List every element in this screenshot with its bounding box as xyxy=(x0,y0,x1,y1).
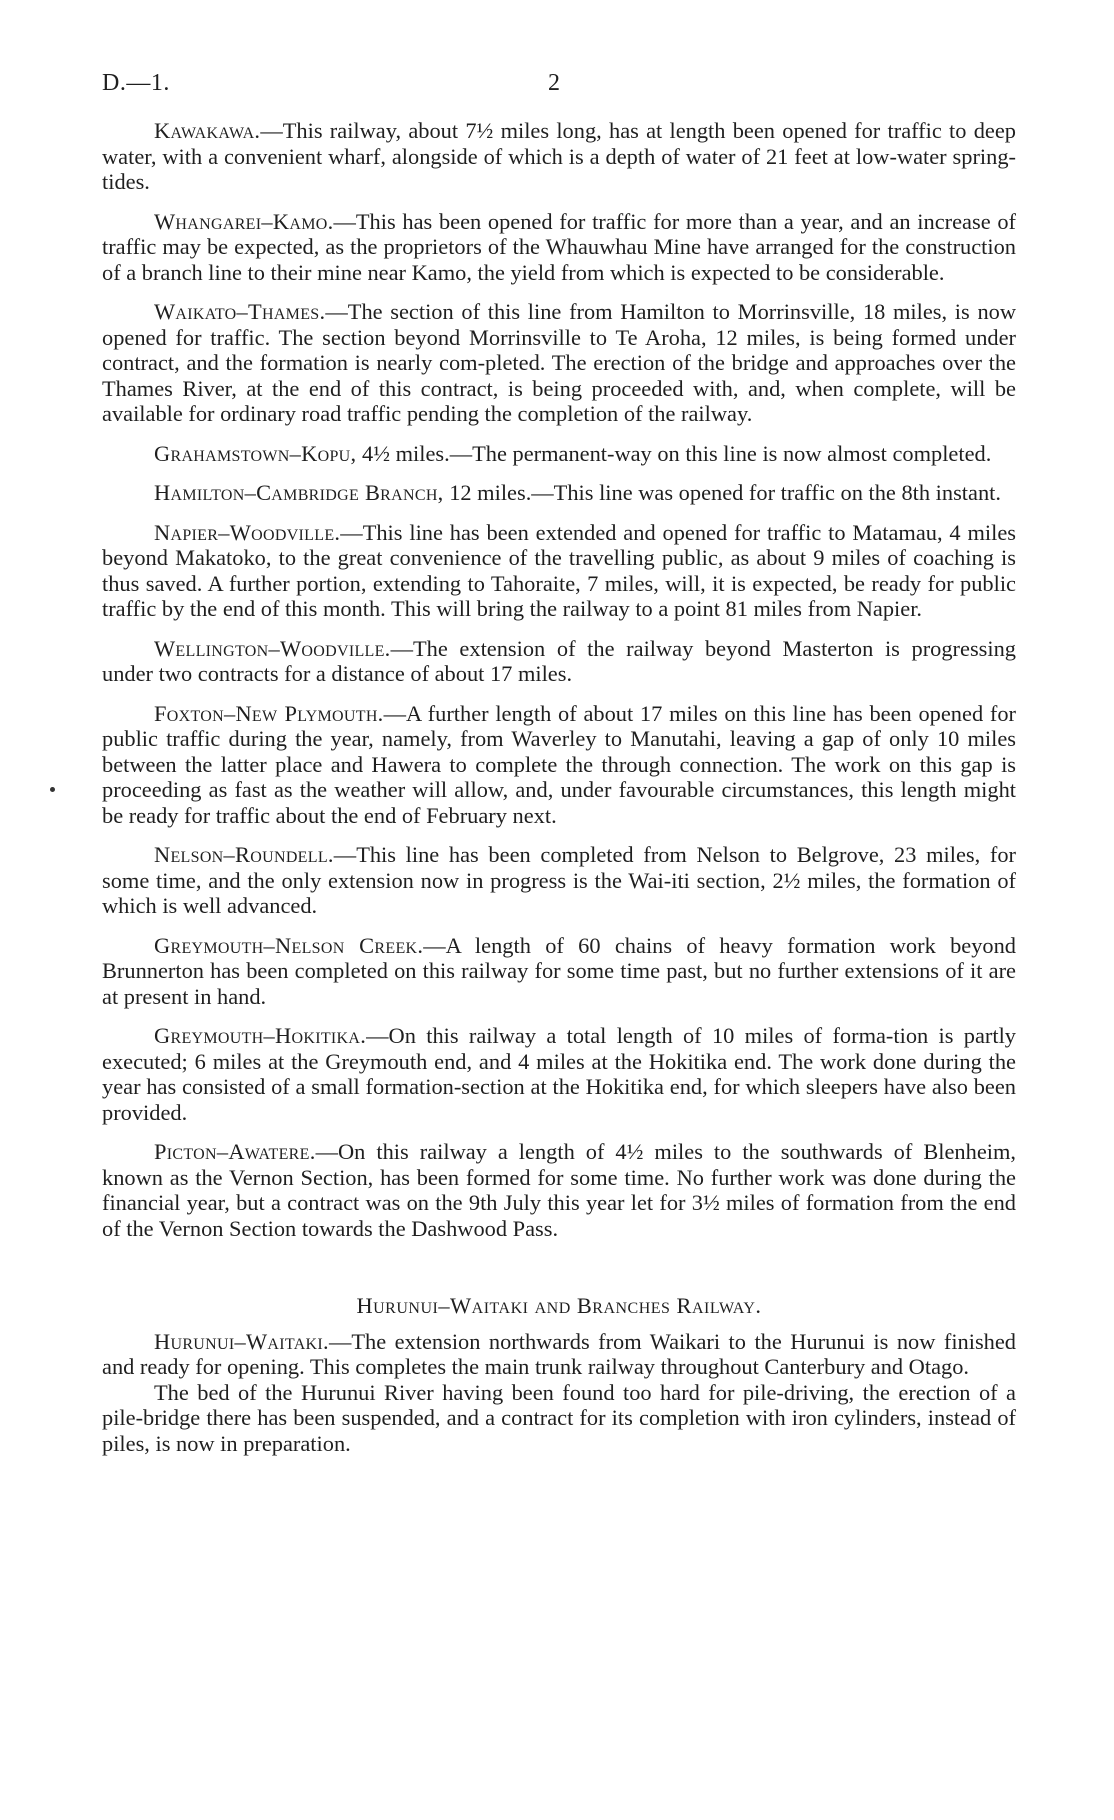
paragraph-wellington-woodville xyxy=(102,636,1016,687)
paragraph-napier-woodville xyxy=(102,520,1016,622)
paragraph-hamilton-cambridge xyxy=(102,480,1016,506)
paragraph-heading: Greymouth–Hokitika. xyxy=(154,1023,367,1048)
paragraph-heading: Picton–Awatere. xyxy=(154,1139,316,1164)
paragraph-text: —A further length of about 17 miles on this line has been opened for public traffic during the year, namely, from Waverley to Manutahi, leaving a gap of only 10 miles between the latter place and Hawera to complete the through connection. The work on this gap is proceeding as fast as the weather will allow, and, under favourable circumstances, this length might be ready for traffic about the end of February next. xyxy=(102,700,1016,828)
paragraph-nelson-roundell xyxy=(102,842,1016,919)
paragraph-heading: Grahamstown–Kopu, xyxy=(154,440,357,466)
body-text xyxy=(102,118,1016,1456)
paragraph-text: —On this railway a total length of 10 miles of forma-tion is partly executed; 6 miles at the Greymouth end, and 4 miles at the Hokitika end. The work done during the year has consisted of a small formation-section at the Hokitika end, for which sleepers have also been provided. xyxy=(102,1023,1016,1125)
paragraph-waikato-thames xyxy=(102,299,1016,427)
paragraph-kawakawa xyxy=(102,118,1016,195)
paragraph-text: —The extension of the railway beyond Masterton is progressing under two contracts for a distance of about 17 miles. xyxy=(102,635,1016,686)
paragraph-text: —This line has been completed from Nelson to Belgrove, 23 miles, for some time, and the only extension now in progress is the Wai-iti section, 2½ miles, the formation of which is well advanced. xyxy=(102,842,1016,918)
paragraph-heading: Napier–Woodville. xyxy=(154,519,341,545)
paragraph-heading: Foxton–New Plymouth. xyxy=(154,700,384,726)
paragraph-heading: Wellington–Woodville. xyxy=(154,635,391,661)
paragraph-picton-awatere xyxy=(102,1139,1016,1241)
paragraph-hurunui-river-bed xyxy=(102,1380,1016,1457)
paragraph-heading: Kawakawa. xyxy=(154,118,261,143)
paragraph-text: —The extension northwards from Waikari to the Hurunui is now finished and ready for opening. This completes the main trunk railway throughout Canterbury and Otago. xyxy=(102,1328,1016,1379)
paragraph-heading: Nelson–Roundell. xyxy=(154,842,334,867)
paragraph-hurunui-waitaki xyxy=(102,1329,1016,1380)
paragraph-text: 12 miles.—This line was opened for traffic on the 8th instant. xyxy=(443,480,1001,505)
margin-mark xyxy=(50,787,55,792)
paragraph-text: —The section of this line from Hamilton to Morrinsville, 18 miles, is now opened for traffic. The section beyond Morrinsville to Te Aroha, 12 miles, is being formed under contract, and the formation is nearly com-pleted. The erection of the bridge and approaches over the Thames River, at the end of this contract, is being proceeded with, and, when complete, will be available for ordinary road traffic pending the completion of the railway. xyxy=(102,299,1016,426)
paragraph-whangarei-kamo xyxy=(102,209,1016,286)
document-reference: D.—1. xyxy=(102,70,170,96)
paragraph-text: —This has been opened for traffic for more than a year, and an increase of traffic may be expected, as the proprietors of the Whauwhau Mine have arranged for the construction of a branch line to their mine near Kamo, the yield from which is expected to be considerable. xyxy=(102,208,1016,285)
paragraph-heading: Whangarei–Kamo. xyxy=(154,208,334,234)
paragraph-greymouth-nelson-creek xyxy=(102,933,1016,1010)
section-heading: Hurunui–Waitaki and Branches Railway. xyxy=(356,1293,762,1318)
paragraph-grahamstown-kopu xyxy=(102,441,1016,467)
paragraph-foxton-new-plymouth xyxy=(102,701,1016,829)
paragraph-text: —On this railway a length of 4½ miles to the southwards of Blenheim, known as the Vernon Section, has been formed for some time. No further work was done during the financial year, but a contract was on the 9th July this year let for 3½ miles of formation from the end of the Vernon Section towards the Dashwood Pass. xyxy=(102,1139,1016,1241)
paragraph-heading: Hurunui–Waitaki. xyxy=(154,1328,329,1354)
paragraph-text: —A length of 60 chains of heavy formation work beyond Brunnerton has been completed on this railway for some time past, but no further extensions of it are at present in hand. xyxy=(102,932,1016,1009)
paragraph-greymouth-hokitika xyxy=(102,1023,1016,1125)
paragraph-heading: Waikato–Thames. xyxy=(154,299,326,324)
paragraph-text: —This railway, about 7½ miles long, has at length been opened for traffic to deep water, with a convenient wharf, alongside of which is a depth of water of 21 feet at low-water spring-tides. xyxy=(102,118,1016,194)
paragraph-text: —This line has been extended and opened for traffic to Matamau, 4 miles beyond Makatoko, to the great convenience of the travelling public, as about 9 miles of coaching is thus saved. A further portion, extending to Tahoraite, 7 miles, will, it is expected, be ready for public traffic by the end of this month. This will bring the railway to a point 81 miles from Napier. xyxy=(102,519,1016,621)
page-number: 2 xyxy=(548,70,560,96)
paragraph-heading: Greymouth–Nelson Creek. xyxy=(154,932,424,958)
paragraph-text: 4½ miles.—The permanent-way on this line is now almost completed. xyxy=(356,440,992,466)
paragraph-heading: Hamilton–Cambridge Branch, xyxy=(154,480,444,505)
paragraph-text: The bed of the Hurunui River having been found too hard for pile-driving, the erection of a pile-bridge there has been suspended, and a contract for its completion with iron cylinders, instead of piles, is now in preparation. xyxy=(102,1379,1016,1456)
